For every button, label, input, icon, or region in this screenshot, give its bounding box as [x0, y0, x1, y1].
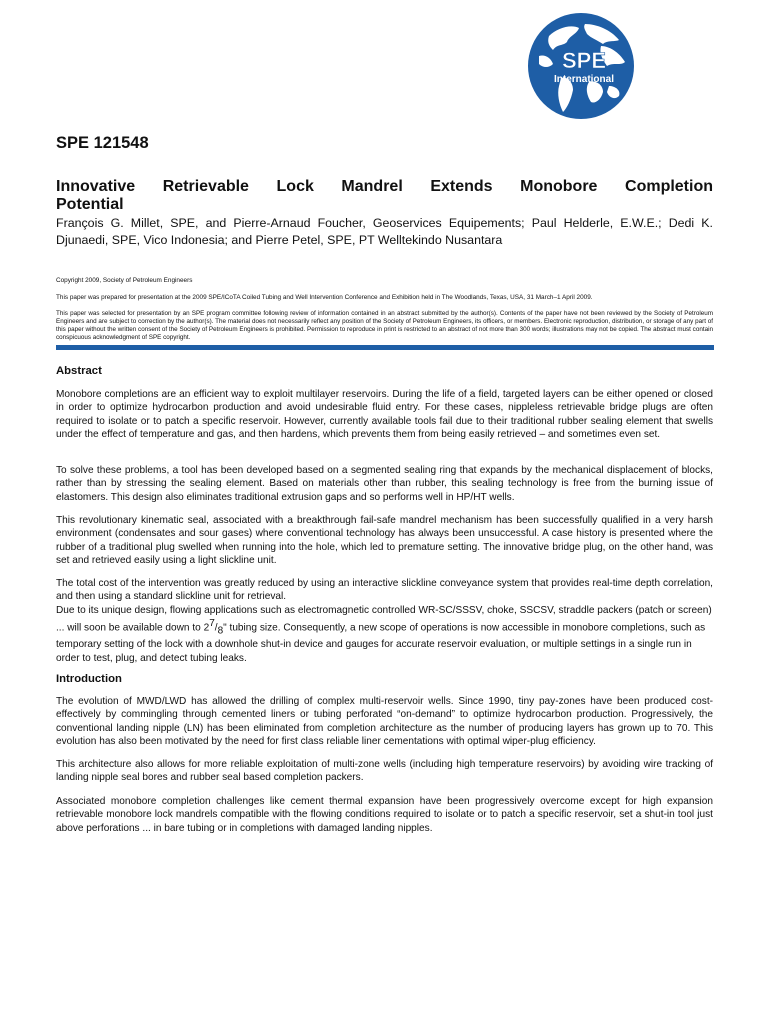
introduction-paragraph-2: This architecture also allows for more reliable exploitation of multi-zone wells (including high temperature reservoirs) by avoiding wire tracking of landing nipple seal bores and rubber seal based completion packers.: [56, 759, 713, 784]
paper-number: SPE 121548: [56, 134, 149, 152]
abstract-paragraph-3: This revolutionary kinematic seal, associated with a breakthrough fail-safe mandrel mechanism has been successfully qualified in a very harsh environment (condensates and sour gases) where conventional technology has always been unsuccessful. A case history is presented where the rubber of a traditional plug swelled when running into the hole, which led to premature setting. The innovative bridge plug, on the other hand, was set and retrieved easily using a light slickline unit.: [56, 515, 713, 567]
abstract-paragraph-5-end: " tubing size. Consequently, a new scope of operations is now accessible in monobore completions, such as temporary setting of the lock with a downhole shut-in device and gauges for accurate reservoir evaluation, or multiple settings in a single run in order to test, plug, and detect tubing leaks.: [56, 622, 706, 664]
abstract-heading: Abstract: [56, 365, 102, 377]
abstract-paragraph-1: Monobore completions are an efficient way to exploit multilayer reservoirs. During the life of a field, targeted layers can be either opened or closed in order to optimize hydrocarbon production and avoid undesirable fluid entry. For these cases, nippleless retrievable bridge plugs are often required to isolate or to patch a specific reservoir. However, currently available tools fail due to their traditional rubber sealing element that swells under the effect of temperature and gas, and then hardens, which prevents them from being easily retrieved – and sometimes even set.: [56, 389, 713, 441]
introduction-paragraph-1: The evolution of MWD/LWD has allowed the drilling of complex multi-reservoir wells. Since 1990, tiny pay-zones have been produced cost-effectively by commingling through cemented liners or tubing perforated “on-demand” to optimize hydrocarbon production. Progressively, the conventional landing nipple (LN) has been eliminated from completion architecture as the number of producing layers has grown up to 70. This evolution has also been motivated by the need for first class reliable liner cementations with optimal wiper-plug efficiency.: [56, 696, 713, 748]
abstract-paragraph-5: Due to its unique design, flowing applications such as electromagnetic controlled WR-SC/SSSV, choke, SSCSV, straddle packers (patch or screen) ... will soon be available down to $2^7/_8$" tubing size. Consequently, a new scope of operations is now accessible in monobore completions, such as temporary setting of the lock with a downhole shut-in device and gauges for accurate reservoir evaluation, or multiple settings in a single run in order to test, plug, and detect tubing leaks.: [56, 605, 712, 664]
review-notice: This paper was selected for presentation by an SPE program committee following review of information contained in an abstract submitted by the author(s). Contents of the paper have not been reviewed by the Society of Petroleum Engineers and are subject to correction by the author(s). The material does not necessarily reflect any position of the Society of Petroleum Engineers, its officers, or members. Electronic reproduction, distribution, or storage of any part of this paper without the written consent of the Society of Petroleum Engineers is prohibited. Permission to reproduce in print is restricted to an abstract of not more than 300 words; illustrations may not be copied. The abstract must contain conspicuous acknowledgment of SPE copyright.: [56, 310, 713, 341]
paper-title-line-2: Potential: [56, 196, 124, 213]
spe-international-logo: [527, 12, 635, 120]
abstract-paragraph-4: The total cost of the intervention was greatly reduced by using an interactive slickline conveyance system that provides real-time depth correlation, and then using a standard slickline unit for retrieval.: [56, 578, 713, 603]
paper-title-line-1: Innovative Retrievable Lock Mandrel Extends Monobore Completion: [56, 178, 713, 195]
logo-text-main: SPE: [561, 48, 607, 73]
presentation-note: This paper was prepared for presentation at the 2009 SPE/ICoTA Coiled Tubing and Well Intervention Conference and Exhibition held in The Woodlands, Texas, USA, 31 March–1 April 2009.: [56, 294, 593, 301]
author-list: François G. Millet, SPE, and Pierre-Arnaud Foucher, Geoservices Equipements; Paul Helderle, E.W.E.; Dedi K. Djunaedi, SPE, Vico Indonesia; and Pierre Petel, SPE, PT Welltekindo Nusantara: [56, 216, 713, 247]
introduction-paragraph-3: Associated monobore completion challenges like cement thermal expansion have been progressively overcome except for high expansion retrievable monobore lock mandrels compatible with the flowing conditions required to isolate or to patch a specific reservoir, set a shut-in tool just above perforations ... in bare tubing or in completions with damaged landing nipples.: [56, 796, 713, 834]
fraction-denominator: 8: [217, 625, 224, 637]
abstract-paragraph-5-start: Due to its unique design, flowing applications such as electromagnetic controlled WR-SC/SSSV, choke, SSCSV, straddle packers (patch or screen) ... will soon be available down to 2: [56, 605, 712, 634]
paper-title: [56, 178, 713, 214]
copyright-line: Copyright 2009, Society of Petroleum Engineers: [56, 277, 193, 284]
fraction-numerator: 7: [209, 618, 215, 630]
abstract-paragraph-2: To solve these problems, a tool has been developed based on a segmented sealing ring that expands by the mechanical displacement of blocks, rather than by stressing the sealing element. Based on materials other than rubber, this sealing technology is free from the burning issue of elastomers. This design also eliminates traditional extrusion gaps and so performs well in HP/HT wells.: [56, 465, 713, 503]
introduction-heading: Introduction: [56, 673, 122, 685]
section-divider-rule: [56, 345, 714, 350]
globe-icon: [527, 12, 635, 120]
logo-text-sub: International: [553, 74, 615, 85]
